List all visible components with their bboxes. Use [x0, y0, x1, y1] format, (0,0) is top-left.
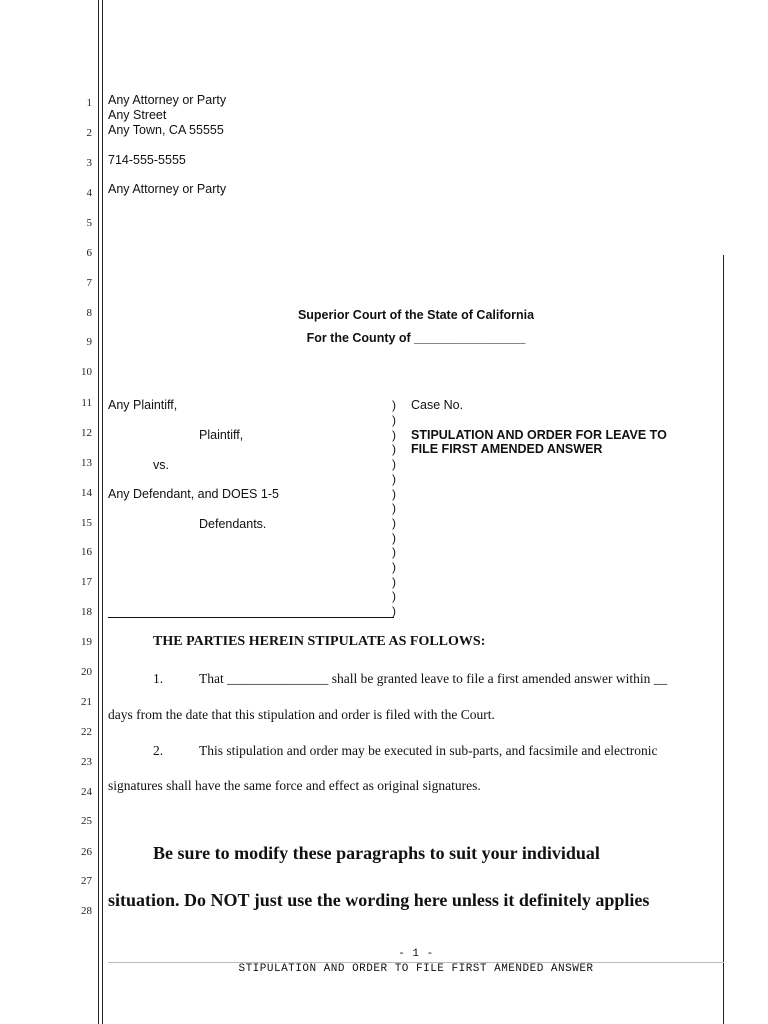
- line-number: 12: [81, 427, 92, 439]
- defendant-name: Any Defendant, and DOES 1-5: [108, 487, 279, 501]
- line-number: 27: [81, 875, 92, 887]
- document-title-line-2: FILE FIRST AMENDED ANSWER: [411, 442, 603, 456]
- plaintiff-role: Plaintiff,: [199, 428, 244, 442]
- caption-paren: ): [392, 575, 396, 589]
- stipulation-heading: THE PARTIES HEREIN STIPULATE AS FOLLOWS:: [153, 634, 486, 649]
- line-number: 2: [86, 127, 92, 139]
- caption-paren: ): [392, 604, 396, 618]
- caption-paren: ): [392, 516, 396, 530]
- warning-line-2: situation. Do NOT just use the wording here unless it definitely applies: [108, 890, 650, 910]
- attorney-city: Any Town, CA 55555: [108, 123, 224, 137]
- warning-line-1: Be sure to modify these paragraphs to suit your individual: [153, 843, 600, 863]
- line-number: 6: [86, 247, 92, 259]
- plaintiff-name: Any Plaintiff,: [108, 398, 178, 412]
- line-number: 17: [81, 576, 92, 588]
- line-number: 24: [81, 786, 92, 798]
- line-number: 20: [81, 666, 92, 678]
- line-number: 5: [86, 217, 92, 229]
- line-number: 13: [81, 457, 92, 469]
- line-number: 7: [86, 277, 92, 289]
- left-margin-rule-outer: [98, 0, 99, 1024]
- line-number: 1: [86, 97, 92, 109]
- caption-paren: ): [392, 442, 396, 456]
- attorney-street: Any Street: [108, 108, 167, 122]
- footer-title: STIPULATION AND ORDER TO FILE FIRST AMENDED ANSWER: [238, 963, 594, 975]
- caption-paren: ): [392, 531, 396, 545]
- line-number: 11: [81, 397, 92, 409]
- court-county: For the County of ________________: [306, 331, 526, 345]
- line-number: 3: [86, 157, 92, 169]
- caption-paren: ): [392, 560, 396, 574]
- versus-label: vs.: [153, 458, 169, 472]
- line-number: 18: [81, 606, 92, 618]
- case-number-label: Case No.: [411, 398, 464, 412]
- line-number: 23: [81, 756, 92, 768]
- caption-paren: ): [392, 589, 396, 603]
- line-number: 25: [81, 815, 92, 827]
- line-number: 21: [81, 696, 92, 708]
- right-margin-rule: [723, 255, 724, 1024]
- line-number: 15: [81, 517, 92, 529]
- attorney-for: Any Attorney or Party: [108, 182, 227, 196]
- left-margin-rule-inner: [102, 0, 103, 1024]
- caption-paren: ): [392, 472, 396, 486]
- document-title-line-1: STIPULATION AND ORDER FOR LEAVE TO: [411, 428, 667, 442]
- paragraph-2-line-2: signatures shall have the same force and effect as original signatures.: [108, 778, 481, 793]
- caption-paren: ): [392, 457, 396, 471]
- line-number: 10: [81, 366, 92, 378]
- line-number: 19: [81, 636, 92, 648]
- line-number: 26: [81, 846, 92, 858]
- paragraph-2-line-1: This stipulation and order may be executed in sub-parts, and facsimile and electronic: [199, 743, 658, 758]
- court-name: Superior Court of the State of California: [297, 308, 535, 322]
- line-number: 14: [81, 487, 92, 499]
- line-number: 8: [86, 307, 92, 319]
- caption-paren: ): [392, 413, 396, 427]
- caption-paren: ): [392, 398, 396, 412]
- paragraph-2-number: 2.: [153, 743, 164, 758]
- line-number: 9: [86, 336, 92, 348]
- attorney-phone: 714-555-5555: [108, 153, 186, 167]
- caption-paren: ): [392, 487, 396, 501]
- defendant-role: Defendants.: [199, 517, 267, 531]
- attorney-name: Any Attorney or Party: [108, 93, 227, 107]
- line-number: 22: [81, 726, 92, 738]
- caption-bottom-line: [108, 617, 394, 618]
- line-number: 4: [86, 187, 92, 199]
- paragraph-1-line-1: That _______________ shall be granted leave to file a first amended answer within __: [199, 671, 668, 686]
- line-number: 16: [81, 546, 92, 558]
- footer-page-number: - 1 -: [398, 948, 434, 960]
- paragraph-1-number: 1.: [153, 671, 164, 686]
- caption-paren: ): [392, 545, 396, 559]
- caption-paren: ): [392, 428, 396, 442]
- line-number: 28: [81, 905, 92, 917]
- caption-paren: ): [392, 501, 396, 515]
- paragraph-1-line-2: days from the date that this stipulation and order is filed with the Court.: [108, 707, 495, 722]
